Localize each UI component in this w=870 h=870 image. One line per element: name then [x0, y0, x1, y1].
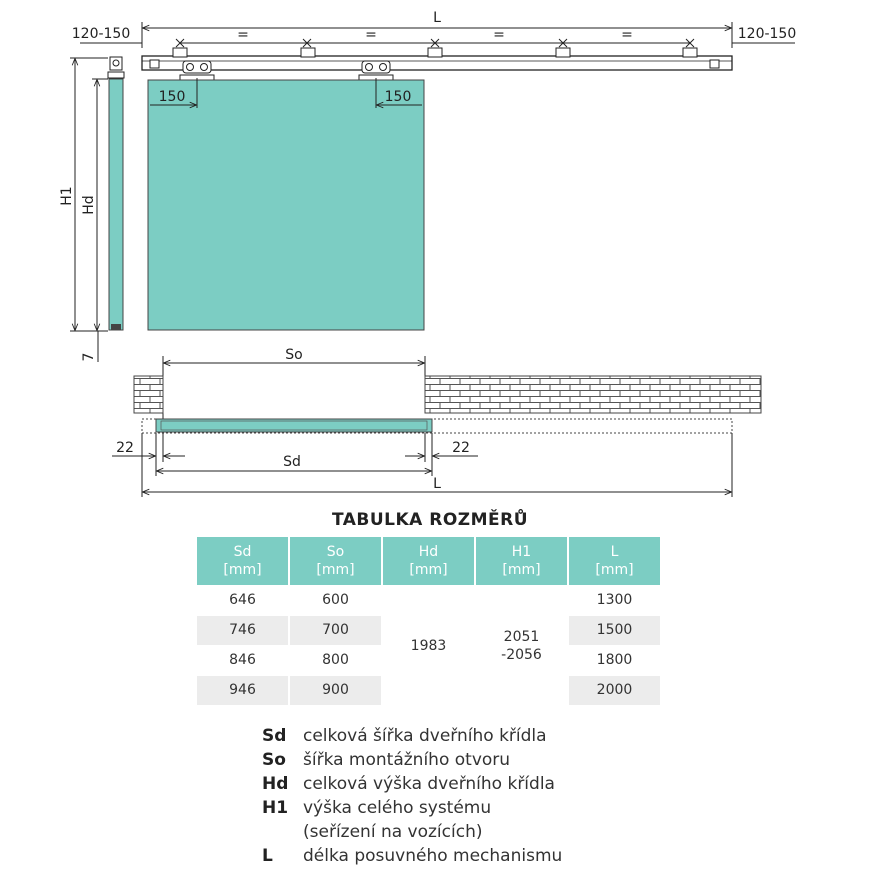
door-width-label: Sd: [283, 454, 301, 470]
right-roller-offset-label: 150: [384, 89, 412, 105]
bracket-spacing-dimension: [176, 27, 694, 47]
door-side-profile: [108, 57, 124, 330]
h1-label: H1: [59, 186, 75, 206]
right-overlap-label: 22: [452, 440, 470, 456]
door-panel: [148, 80, 424, 330]
top-length-label: L: [433, 10, 441, 26]
table-title: TABULKA ROZMĚRŮ: [331, 510, 529, 530]
equal-label-2: =: [365, 27, 377, 43]
opening-label: So: [285, 347, 303, 363]
equal-label-4: =: [621, 27, 633, 43]
plan-view-door: [142, 419, 732, 433]
cell-h1-merged: 2051 -2056: [501, 628, 542, 663]
right-margin-label: 120-150: [737, 26, 797, 42]
bottom-length-dimension: [142, 433, 732, 497]
cell-sd-4: 946: [197, 676, 288, 705]
door-width-dimension: [156, 433, 432, 476]
left-roller-offset-label: 150: [158, 89, 186, 105]
opening-width-dimension: [163, 347, 425, 420]
bottom-length-label: L: [433, 476, 441, 492]
top-length-dimension: [142, 10, 732, 48]
cell-so-1: 600: [322, 592, 349, 608]
cell-sd-3: 846: [229, 652, 256, 668]
wall-right: [425, 376, 761, 413]
equal-label-3: =: [493, 27, 505, 43]
left-margin-label: 120-150: [71, 26, 131, 42]
header-l: L [mm]: [569, 537, 660, 585]
header-sd: Sd [mm]: [197, 537, 288, 585]
wall-left: [134, 376, 163, 413]
gap-label: 7: [81, 352, 97, 362]
cell-sd-2: 746: [197, 616, 288, 645]
cell-sd-1: 646: [229, 592, 256, 608]
header-hd: Hd [mm]: [383, 537, 474, 585]
cell-l-3: 1800: [596, 652, 633, 668]
left-overlap-label: 22: [116, 440, 134, 456]
height-dimensions: [59, 58, 108, 362]
hd-label: Hd: [81, 195, 97, 215]
cell-l-4: 2000: [569, 676, 660, 705]
cell-so-2: 700: [290, 616, 381, 645]
equal-label-1: =: [237, 27, 249, 43]
header-h1: H1 [mm]: [476, 537, 567, 585]
cell-l-2: 1500: [569, 616, 660, 645]
cell-hd-merged: 1983: [410, 637, 447, 654]
header-so: So [mm]: [290, 537, 381, 585]
sliding-rail: [142, 48, 732, 70]
cell-l-1: 1300: [596, 592, 633, 608]
cell-so-3: 800: [322, 652, 349, 668]
cell-so-4: 900: [290, 676, 381, 705]
